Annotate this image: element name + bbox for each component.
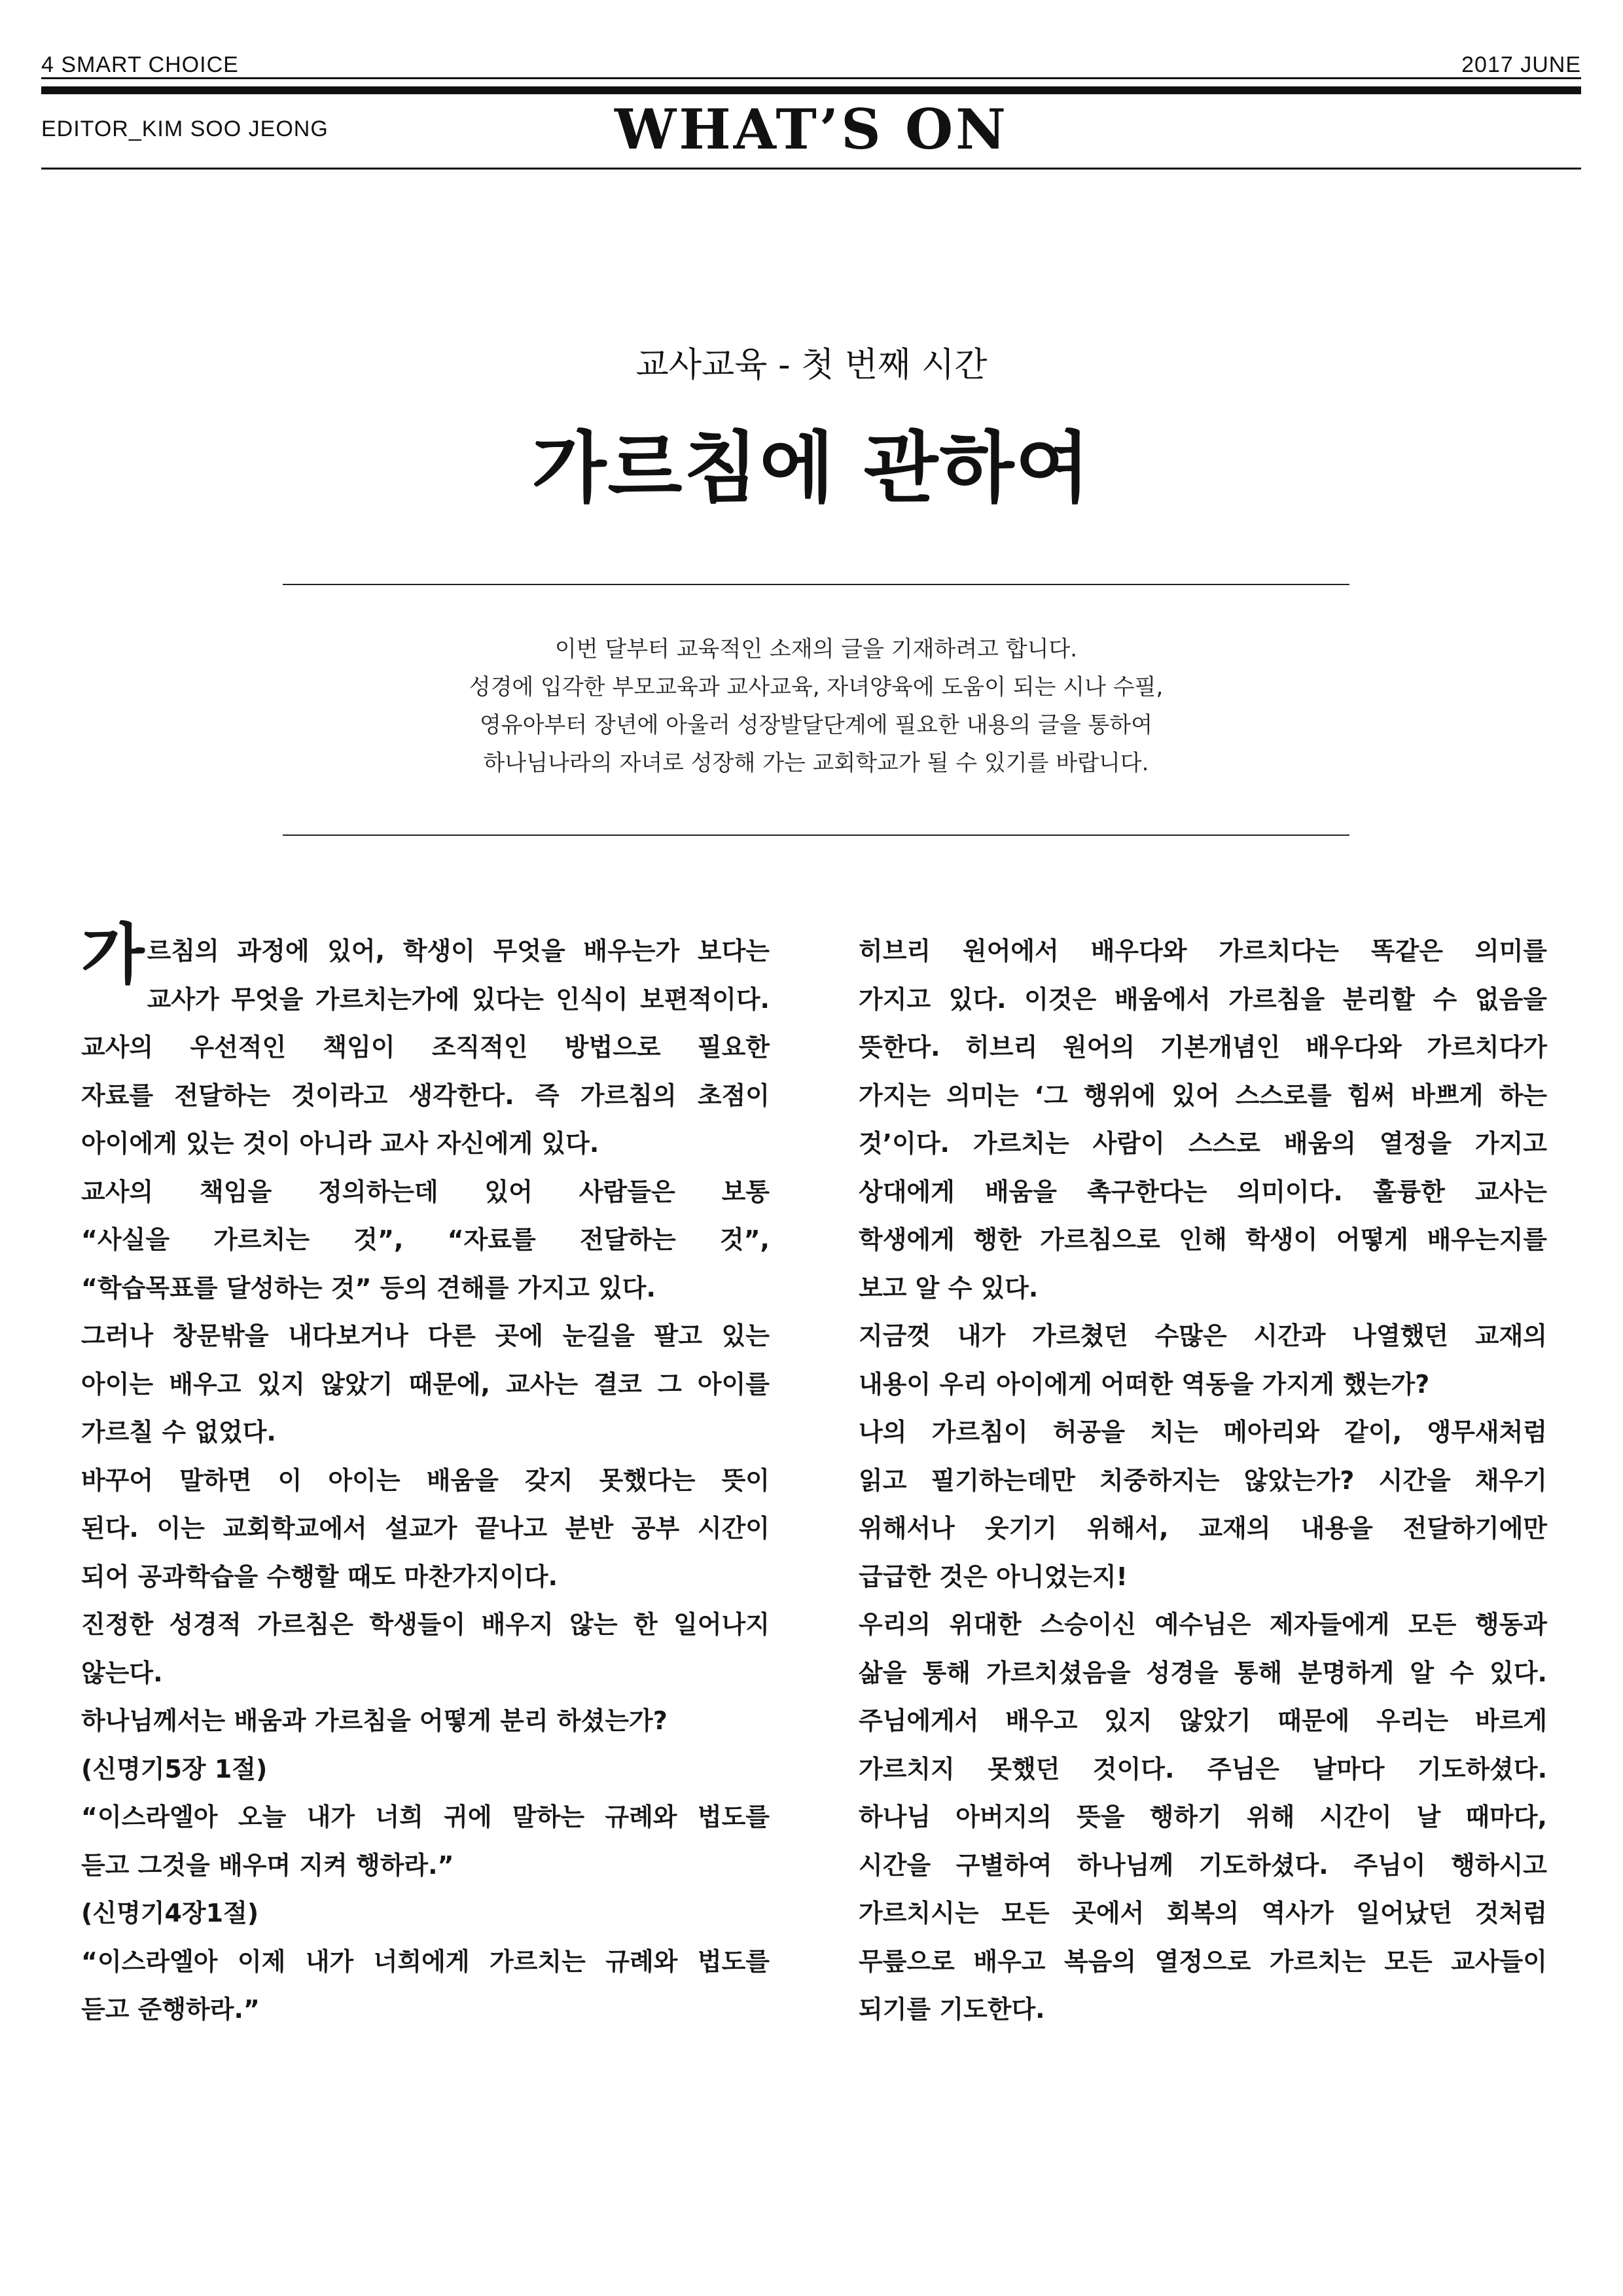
- body-line: 교사의 우선적인 책임이 조직적인 방법으로 필요한: [81, 1033, 770, 1062]
- body-line: 나의 가르침이 허공을 치는 메아리와 같이, 앵무새처럼: [859, 1418, 1547, 1446]
- body-line: 보고 알 수 있다.: [859, 1273, 1039, 1302]
- body-line: 된다. 이는 교회학교에서 설교가 끝나고 분반 공부 시간이: [81, 1514, 770, 1543]
- body-line: 되어 공과학습을 수행할 때도 마찬가지이다.: [81, 1562, 558, 1591]
- body-line: 듣고 준행하라.”: [81, 1995, 260, 2024]
- body-line: 아이에게 있는 것이 아니라 교사 자신에게 있다.: [81, 1129, 599, 1158]
- body-line: 위해서나 웃기기 위해서, 교재의 내용을 전달하기에만: [859, 1514, 1547, 1543]
- body-line: “이스라엘아 이제 내가 너희에게 가르치는 규례와 법도를: [81, 1946, 770, 1976]
- article-title: 가르침에 관하여: [531, 423, 1092, 513]
- body-line: 바꾸어 말하면 이 아이는 배움을 갖지 못했다는 뜻이: [81, 1465, 770, 1495]
- header-rule-thin: [41, 77, 1581, 79]
- intro-line: 이번 달부터 교육적인 소재의 글을 기재하려고 합니다.: [554, 636, 1078, 662]
- body-line: 급급한 것은 아니었는지!: [859, 1562, 1128, 1591]
- intro-rule-top: [283, 584, 1349, 585]
- intro-rule-bottom: [283, 834, 1349, 836]
- body-line: (신명기4장1절): [81, 1899, 259, 1928]
- body-line: 하나님 아버지의 뜻을 행하기 위해 시간이 날 때마다,: [859, 1803, 1547, 1831]
- issue-date: 2017 JUNE: [1461, 52, 1581, 77]
- body-line: 않는다.: [81, 1658, 163, 1687]
- section-rule: [41, 168, 1581, 170]
- body-line: “사실을 가르치는 것”, “자료를 전달하는 것”,: [81, 1225, 770, 1254]
- intro-line: 성경에 입각한 부모교육과 교사교육, 자녀양육에 도움이 되는 시나 수필,: [469, 674, 1164, 700]
- body-line: 무릎으로 배우고 복음의 열정으로 가르치는 모든 교사들이: [859, 1946, 1547, 1976]
- body-line: “이스라엘아 오늘 내가 너희 귀에 말하는 규례와 법도를: [81, 1803, 770, 1831]
- body-line: 읽고 필기하는데만 치중하지는 않았는가? 시간을 채우기: [859, 1465, 1547, 1495]
- body-line: 주님에게서 배우고 있지 않았기 때문에 우리는 바르게: [859, 1706, 1547, 1735]
- body-line: 가지는 의미는 ‘그 행위에 있어 스스로를 힘써 바쁘게 하는: [859, 1081, 1547, 1110]
- dropcap: 가: [81, 916, 145, 993]
- body-line: 학생에게 행한 가르침으로 인해 학생이 어떻게 배우는지를: [859, 1225, 1547, 1254]
- first-line-text: 르침의 과정에 있어, 학생이 무엇을 배우는가 보다는: [147, 937, 770, 965]
- editor-credit: EDITOR_KIM SOO JEONG: [41, 117, 329, 141]
- body-line: (신명기5장 1절): [81, 1754, 268, 1784]
- body-line: 상대에게 배움을 촉구한다는 의미이다. 훌륭한 교사는: [859, 1177, 1547, 1206]
- body-line: 가르치지 못했던 것이다. 주님은 날마다 기도하셨다.: [859, 1754, 1547, 1784]
- body-line: 아이는 배우고 있지 않았기 때문에, 교사는 결코 그 아이를: [81, 1369, 770, 1399]
- body-line: 교사가 무엇을 가르치는가에 있다는 인식이 보편적이다.: [147, 984, 770, 1014]
- body-line: 교사의 책임을 정의하는데 있어 사람들은 보통: [81, 1177, 770, 1206]
- body-line: 그러나 창문밖을 내다보거나 다른 곳에 눈길을 팔고 있는: [81, 1321, 770, 1350]
- intro-line: 영유아부터 장년에 아울러 성장발달단계에 필요한 내용의 글을 통하여: [479, 712, 1153, 738]
- body-line: 내용이 우리 아이에게 어떠한 역동을 가지게 했는가?: [859, 1369, 1430, 1399]
- body-column-left: [81, 916, 770, 2034]
- section-title: WHAT’S ON: [615, 97, 1008, 162]
- body-column-right: [859, 927, 1547, 2034]
- body-line-first: [81, 916, 770, 993]
- body-line: 가르치시는 모든 곳에서 회복의 역사가 일어났던 것처럼: [859, 1899, 1547, 1928]
- body-line: 진정한 성경적 가르침은 학생들이 배우지 않는 한 일어나지: [81, 1610, 770, 1639]
- article-subtitle: 교사교육 - 첫 번째 시간: [635, 346, 988, 385]
- body-line: 듣고 그것을 배우며 지켜 행하라.”: [81, 1850, 454, 1880]
- body-line: 가르칠 수 없었다.: [81, 1418, 276, 1446]
- body-line: 히브리 원어에서 배우다와 가르치다는 똑같은 의미를: [859, 937, 1547, 965]
- body-line: 지금껏 내가 가르쳤던 수많은 시간과 나열했던 교재의: [859, 1321, 1547, 1350]
- body-line: 것’이다. 가르치는 사람이 스스로 배움의 열정을 가지고: [859, 1129, 1547, 1158]
- body-line: “학습목표를 달성하는 것” 등의 견해를 가지고 있다.: [81, 1273, 656, 1302]
- body-line: 시간을 구별하여 하나님께 기도하셨다. 주님이 행하시고: [859, 1850, 1547, 1880]
- body-line: 자료를 전달하는 것이라고 생각한다. 즉 가르침의 초점이: [81, 1081, 770, 1110]
- body-line: 우리의 위대한 스승이신 예수님은 제자들에게 모든 행동과: [859, 1610, 1547, 1639]
- header-rule-thick: [41, 86, 1581, 94]
- body-line: 뜻한다. 히브리 원어의 기본개념인 배우다와 가르치다가: [859, 1033, 1547, 1062]
- page-label: 4 SMART CHOICE: [41, 52, 239, 77]
- body-line: 되기를 기도한다.: [859, 1995, 1045, 2024]
- intro-block: [283, 630, 1349, 782]
- body-line: 하나님께서는 배움과 가르침을 어떻게 분리 하셨는가?: [81, 1706, 668, 1735]
- body-line: 가지고 있다. 이것은 배움에서 가르침을 분리할 수 없음을: [859, 984, 1547, 1014]
- body-line: 삶을 통해 가르치셨음을 성경을 통해 분명하게 알 수 있다.: [859, 1658, 1547, 1687]
- intro-line: 하나님나라의 자녀로 성장해 가는 교회학교가 될 수 있기를 바랍니다.: [483, 750, 1149, 776]
